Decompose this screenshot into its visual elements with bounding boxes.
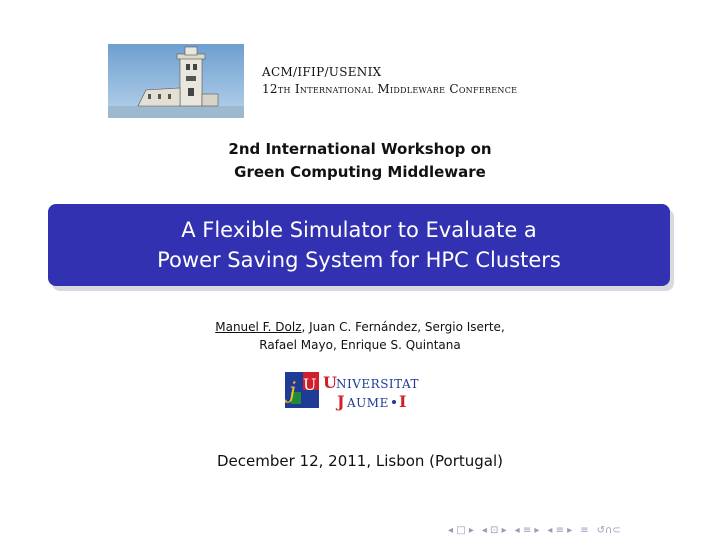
workshop-line-1: 2nd International Workshop on — [228, 140, 492, 158]
title-line-1: A Flexible Simulator to Evaluate a — [181, 218, 537, 242]
title-line-2: Power Saving System for HPC Clusters — [157, 248, 561, 272]
svg-text:j: j — [289, 379, 296, 404]
conference-line-1: ACM/IFIP/USENIX — [262, 65, 382, 79]
coauthors-line-1: , Juan C. Fernández, Sergio Iserte, — [301, 320, 505, 334]
nav-first-icon[interactable]: ◂ □ ▸ — [448, 524, 474, 536]
coauthors-line-2: Rafael Mayo, Enrique S. Quintana — [259, 338, 461, 352]
beamer-navigation[interactable] — [448, 523, 713, 537]
title-block — [48, 204, 670, 286]
authors-block — [0, 318, 720, 354]
nav-search-icon[interactable]: ↺∩⊂ — [596, 524, 621, 536]
university-logo — [283, 368, 443, 412]
svg-text:U: U — [303, 375, 317, 394]
workshop-heading — [0, 138, 720, 184]
svg-text:U: U — [323, 373, 337, 392]
presentation-date: December 12, 2011, Lisbon (Portugal) — [216, 452, 504, 470]
nav-section-icon[interactable]: ◂ ≡ ▸ — [514, 524, 540, 536]
svg-text:J: J — [337, 392, 345, 411]
conference-line-2: 12th International Middleware Conference — [262, 82, 518, 96]
tower-photo — [108, 44, 244, 118]
workshop-line-2: Green Computing Middleware — [234, 163, 486, 181]
nav-menu-icon[interactable]: ≡ — [580, 524, 589, 536]
svg-text:AUME: AUME — [347, 396, 389, 410]
svg-text:I: I — [399, 392, 407, 411]
nav-subsection-icon[interactable]: ◂ ≡ ▸ — [547, 524, 573, 536]
presenter-name: Manuel F. Dolz — [215, 320, 302, 334]
svg-text:NIVERSITAT: NIVERSITAT — [336, 377, 420, 391]
conference-info — [262, 64, 517, 98]
nav-frame-icon[interactable]: ◂ ⊡ ▸ — [481, 524, 507, 536]
